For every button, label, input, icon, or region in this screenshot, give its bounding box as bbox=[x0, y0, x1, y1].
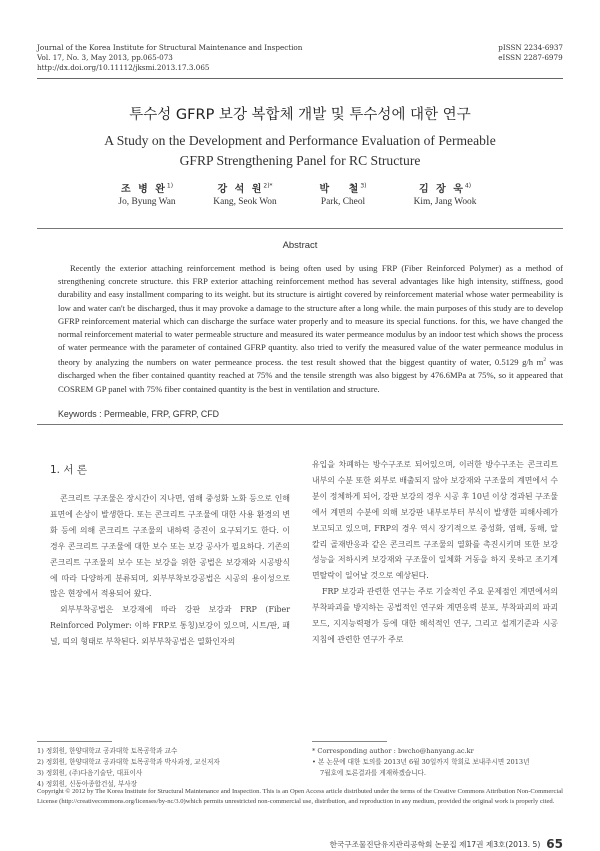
author-name-ko: 강 석 원 bbox=[217, 184, 264, 195]
author-affiliation-mark: 2)* bbox=[263, 182, 273, 190]
title-korean: 투수성 GFRP 보강 복합체 개발 및 투수성에 대한 연구 bbox=[129, 107, 471, 123]
author-name-en: Kang, Seok Won bbox=[213, 197, 277, 207]
copyright-notice: Copyright © 2012 by The Korea Institute for Structural Maintenance and Inspection. This is an Open Access article distributed under the terms of the Creative Commons Attribution Non-Commercial License (http://creativecommons.org/licenses/by-nc/3.0)which permits unrestricted non-commercial use, distribution, and reproduction in any medium, provided the original work is properly cited. bbox=[37, 788, 563, 805]
body-column-left bbox=[50, 491, 290, 650]
title-english-line1: A Study on the Development and Performance Evaluation of Permeable bbox=[104, 133, 496, 148]
abstract-text-part1: Recently the exterior attaching reinforcement method is being often used by using FRP (Fiber Reinforced Polymer) as a method of strengthening concrete structure. this FRP exterior attaching reinforcement method has several advantages like high intensity, stiffness, good durability and easy installment comparing to its weight. but its structure is airtight covered by reinforcement material whose water permeability is low and water can't be discharged, thus it may provoke a damage to the structure after a long while. the main purposes of this study are to develop GFRP reinforcement material which can discharge the surface water properly and to measure its special functions. for this, we have changed the normal reinforcement material to water permeable structure and measured its water permeance modulus by an indoor test which shows the process of water permeance with the parameter of contained GFRP quantity. also tried to verify the measured value of the water permeance modulus in theory by analyzing the numbers on water permeance process. the test result showed that the biggest quantity of water, 0.5129 g/h m bbox=[58, 263, 563, 368]
footnote: 4) 정회원, 신동아종합건설, 부사장 bbox=[37, 780, 138, 788]
abstract-text bbox=[58, 262, 563, 396]
author-name-ko: 김 장 욱 bbox=[418, 184, 465, 195]
page-footer bbox=[330, 837, 563, 851]
title-english bbox=[0, 131, 600, 171]
footnote-rule bbox=[312, 741, 387, 742]
header-rule bbox=[37, 78, 563, 79]
author-name-ko: 박 철 bbox=[319, 184, 361, 195]
keywords: Keywords : Permeable, FRP, GFRP, CFD bbox=[58, 409, 220, 419]
body-paragraph: FRP 보강과 관련한 연구는 주로 기술적인 주요 문제점인 계면에서의 부착파괴를 방지하는 공법적인 연구와 계면응력 분포, 부착파괴의 파괴모드, 지지능력평가 등에 대한 해석적인 연구, 그리고 설계기준과 시공지침에 관련한 연구가 주로 bbox=[312, 587, 558, 644]
footnote: 1) 정회원, 한양대학교 공과대학 토목공학과 교수 bbox=[37, 747, 178, 755]
eissn: eISSN 2287-6979 bbox=[498, 53, 563, 62]
author-name-en: Jo, Byung Wan bbox=[118, 197, 176, 207]
body-paragraph: 유입을 차폐하는 방수구조로 되어있으며, 이러한 방수구조는 콘크리트 내부의 수분 또한 외부로 배출되지 않아 보강재와 구조물의 계면에서 수분이 정체하게 되어, 강판 보강의 경우 시공 후 10년 이상 경과된 구조물에서 계면의 수분에 의해 보강판 내부로부터 부식이 발생한 피해사례가 보고되고 있으며, FRP의 경우 역시 장기적으로 중성화, 염해, 동해, 알칼리 골재반응과 같은 콘크리트 구조물의 열화를 촉진시키며 또한 보강성능을 저하시켜 보강재와 구조물이 일체화 거동을 하지 못하고 조기계면탈락이 일어날 것으로 예상된다. bbox=[312, 460, 558, 581]
author-name-en: Kim, Jang Wook bbox=[413, 197, 477, 207]
author bbox=[288, 180, 398, 207]
footnotes-correspondence bbox=[312, 746, 530, 779]
footnote: 3) 정회원, (주)다음기술단, 대표이사 bbox=[37, 769, 143, 777]
author-name-ko: 조 병 완 bbox=[120, 184, 167, 195]
footnote-rule bbox=[37, 741, 112, 742]
journal-header-info bbox=[37, 43, 302, 73]
author-affiliation-mark: 1) bbox=[166, 182, 174, 190]
body-column-right bbox=[312, 457, 558, 648]
journal-name: Journal of the Korea Institute for Structural Maintenance and Inspection bbox=[37, 43, 303, 52]
body-paragraph: 외부부착공법은 보강재에 따라 강판 보강과 FRP (Fiber Reinforced Polymer: 이하 FRP로 통칭)보강이 있으며, 시트/판, 패널, 띠의 형태로 부착된다. 외부부착공법은 열화인자의 bbox=[50, 605, 290, 647]
author bbox=[190, 180, 300, 207]
author-name-en: Park, Cheol bbox=[320, 197, 366, 207]
footnote: 7월호에 토론결과를 게재하겠습니다. bbox=[320, 769, 427, 777]
abstract-text-part2: was discharged when the fiber contained quantity reached at 75% and the tensile strength was also biggest by 476.6MPa at 75%, so it appeared that COSREM GP panel with 75% fiber contained quantity is the best in ventilation and structure. bbox=[58, 357, 563, 394]
section-title: 1. 서 론 bbox=[50, 464, 87, 476]
pissn: pISSN 2234-6937 bbox=[498, 43, 563, 52]
author-affiliation-mark: 4) bbox=[464, 182, 472, 190]
footnote: • 본 논문에 대한 토의를 2013년 6월 30일까지 학회로 보내주시면 2013년 bbox=[312, 758, 530, 766]
author-affiliation-mark: 3) bbox=[360, 182, 367, 190]
abstract-heading: Abstract bbox=[282, 240, 318, 251]
footer-journal: 한국구조물진단유지관리공학회 논문집 제17권 제3호(2013. 5) bbox=[329, 840, 541, 849]
author bbox=[92, 180, 202, 207]
title-english-line2: GFRP Strengthening Panel for RC Structure bbox=[179, 153, 421, 168]
footnote: * Corresponding author : bwcho@hanyang.ac.kr bbox=[312, 747, 474, 755]
journal-issn bbox=[498, 43, 563, 63]
footnotes-affiliations bbox=[37, 746, 220, 790]
page-number: 65 bbox=[546, 837, 563, 851]
journal-doi: http://dx.doi.org/10.11112/jksmi.2013.17.3.065 bbox=[37, 63, 210, 72]
unit-superscript: 2 bbox=[543, 357, 547, 364]
author bbox=[390, 180, 500, 207]
body-paragraph: 콘크리트 구조물은 장시간이 지나면, 염해 중성화 노화 등으로 인해 표면에 손상이 발생한다. 또는 콘크리트 구조물에 대한 사용 환경의 변화 등에 의해 콘크리트 구조물의 내하력 증진이 요구되기도 한다. 이 경우 콘크리트 구조물에 대한 보수 또는 보강 공사가 필요하다. 기존의 콘크리트 구조물의 보수 또는 보강을 위한 공법은 보강재와 시공방식에 따라 다양하게 분류되며, 외부부착보강공법은 시공의 용이성으로 많은 현장에서 적용되어 왔다. bbox=[50, 494, 290, 599]
footnote: 2) 정회원, 한양대학교 공과대학 토목공학과 박사과정, 교신저자 bbox=[37, 758, 220, 766]
journal-volume: Vol. 17, No. 3, May 2013, pp.065-073 bbox=[37, 53, 173, 62]
